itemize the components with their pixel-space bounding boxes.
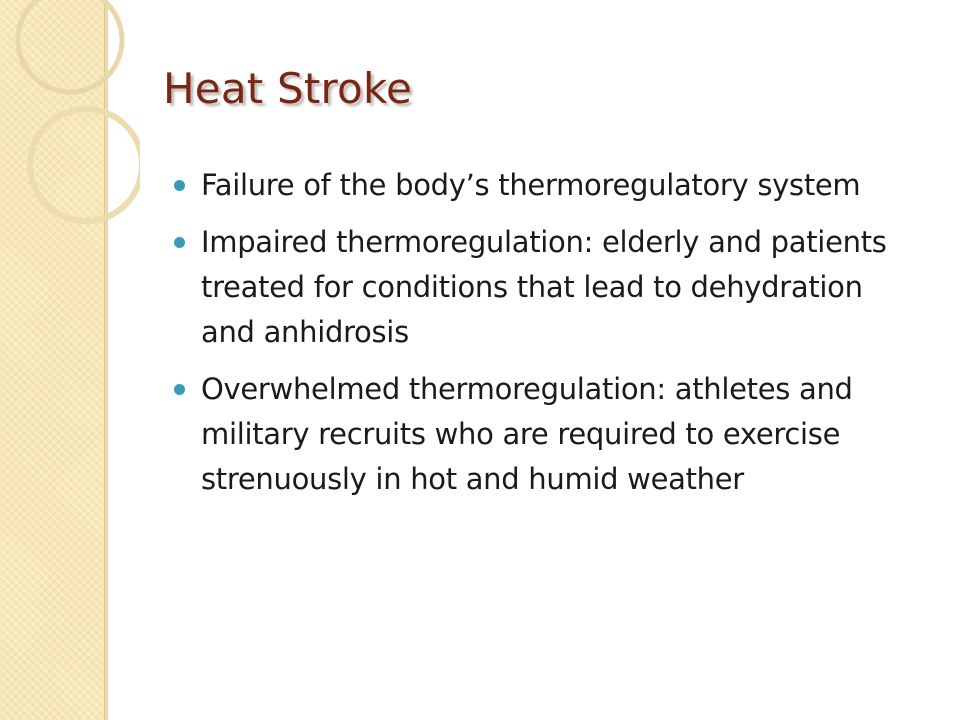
slide-title: Heat Stroke <box>163 64 413 113</box>
bullet-item <box>174 220 924 355</box>
decorative-circle-outer <box>18 0 122 92</box>
bullet-item <box>174 367 924 502</box>
bullet-dot-icon <box>174 384 185 395</box>
bullet-item <box>174 163 924 208</box>
decorative-circles <box>0 0 140 260</box>
bullet-dot-icon <box>174 237 185 248</box>
bullet-text: Overwhelmed thermoregulation: athletes and military recruits who are required to exercise strenuously in hot and humid weather <box>201 372 853 496</box>
bullet-dot-icon <box>174 180 185 191</box>
decorative-circle-inner <box>30 109 140 221</box>
bullet-text: Impaired thermoregulation: elderly and patients treated for conditions that lead to dehydration and anhidrosis <box>201 225 887 349</box>
bullet-list <box>174 163 924 514</box>
bullet-text: Failure of the body’s thermoregulatory system <box>201 168 861 202</box>
